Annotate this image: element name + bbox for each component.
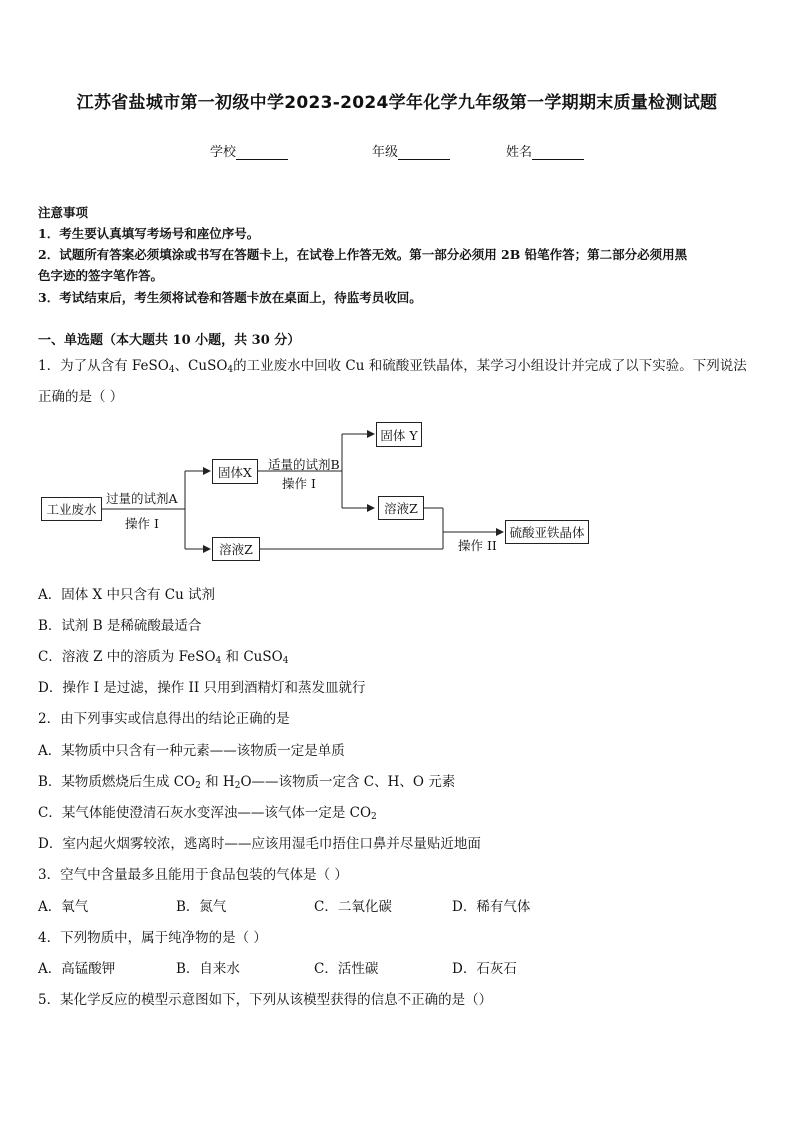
q4-option-b[interactable]: B．自来水: [176, 961, 240, 977]
q3-stem: 3．空气中含量最多且能用于食品包装的气体是（ ）: [38, 867, 348, 883]
q1-option-b[interactable]: B．试剂 B 是稀硫酸最适合: [38, 618, 202, 634]
solution-z-top-box: 溶液Z: [378, 496, 424, 520]
q1-option-d[interactable]: D．操作 I 是过滤，操作 II 只用到酒精灯和蒸发皿就行: [38, 680, 366, 696]
q3-option-a[interactable]: A．氧气: [38, 899, 89, 915]
q2-option-b[interactable]: B．某物质燃烧后生成 $CO_2$ 和 $H_2O——$该物质一定含 C、H、O 元素: [38, 774, 456, 791]
note-item-3: 3．考试结束后，考生须将试卷和答题卡放在桌面上，待监考员收回。: [38, 290, 422, 305]
notes-heading: 注意事项: [38, 205, 89, 220]
ferrous-sulfate-crystal-box: 硫酸亚铁晶体: [505, 520, 589, 544]
q3-option-c[interactable]: C．二氧化碳: [314, 899, 392, 915]
note-item-2-cont: 色字迹的签字笔作答。: [38, 268, 164, 283]
q4-stem: 4．下列物质中，属于纯净物的是（ ）: [38, 930, 267, 946]
solution-z-bottom-box: 溶液Z: [212, 537, 260, 561]
operation-2-label: 操作 II: [458, 538, 497, 553]
q1-stem: 1．为了从含有 FeSO$_4$、CuSO$_4$的工业废水中回收 Cu 和硫酸亚铁晶体，某学习小组设计并完成了以下实验。下列说法: [38, 358, 747, 375]
q1-option-a[interactable]: A．固体 X 中只含有 Cu 试剂: [38, 587, 216, 603]
operation-1-mid-label: 操作 I: [282, 476, 316, 491]
q5-stem: 5．某化学反应的模型示意图如下，下列从该模型获得的信息不正确的是（）: [38, 992, 493, 1008]
exam-title: 江苏省盐城市第一初级中学2023-2024学年化学九年级第一学期期末质量检测试题: [76, 93, 718, 113]
solid-y-box: 固体 Y: [376, 422, 422, 447]
q4-option-a[interactable]: A．高锰酸钾: [38, 961, 116, 977]
q3-option-d[interactable]: D．稀有气体: [452, 899, 531, 915]
q4-option-d[interactable]: D．石灰石: [452, 961, 517, 977]
note-item-2: 2．试题所有答案必须填涂或书写在答题卡上，在试卷上作答无效。第一部分必须用 2B 铅笔作答；第二部分必须用黑: [38, 247, 688, 262]
q2-option-a[interactable]: A．某物质中只含有一种元素——该物质一定是单质: [38, 743, 345, 759]
q2-option-c[interactable]: C．某气体能使澄清石灰水变浑浊——该气体一定是 $CO_2$: [38, 805, 377, 822]
grade-label: 年级: [372, 145, 399, 160]
reagent-a-label: 过量的试剂A: [106, 491, 178, 506]
q2-stem: 2．由下列事实或信息得出的结论正确的是: [38, 711, 290, 727]
q4-option-c[interactable]: C．活性碳: [314, 961, 379, 977]
q3-option-b[interactable]: B．氮气: [176, 899, 227, 915]
waste-water-box: 工业废水: [41, 497, 102, 521]
q2-option-d[interactable]: D．室内起火烟雾较浓，逃离时——应该用湿毛巾捂住口鼻并尽量贴近地面: [38, 836, 481, 852]
q1-option-c[interactable]: C．溶液 Z 中的溶质为 FeSO$_4$ 和 CuSO$_4$: [38, 649, 289, 666]
name-label: 姓名: [506, 145, 533, 160]
section-heading: 一、单选题（本大题共 10 小题，共 30 分）: [38, 333, 301, 348]
solid-x-box: 固体X: [212, 459, 258, 484]
q1-stem-line2: 正确的是（ ）: [38, 389, 124, 405]
school-label: 学校: [210, 145, 237, 160]
reagent-b-label: 适量的试剂B: [268, 457, 340, 472]
operation-1-left-label: 操作 I: [125, 516, 159, 531]
note-item-1: 1．考生要认真填写考场号和座位序号。: [38, 226, 260, 241]
